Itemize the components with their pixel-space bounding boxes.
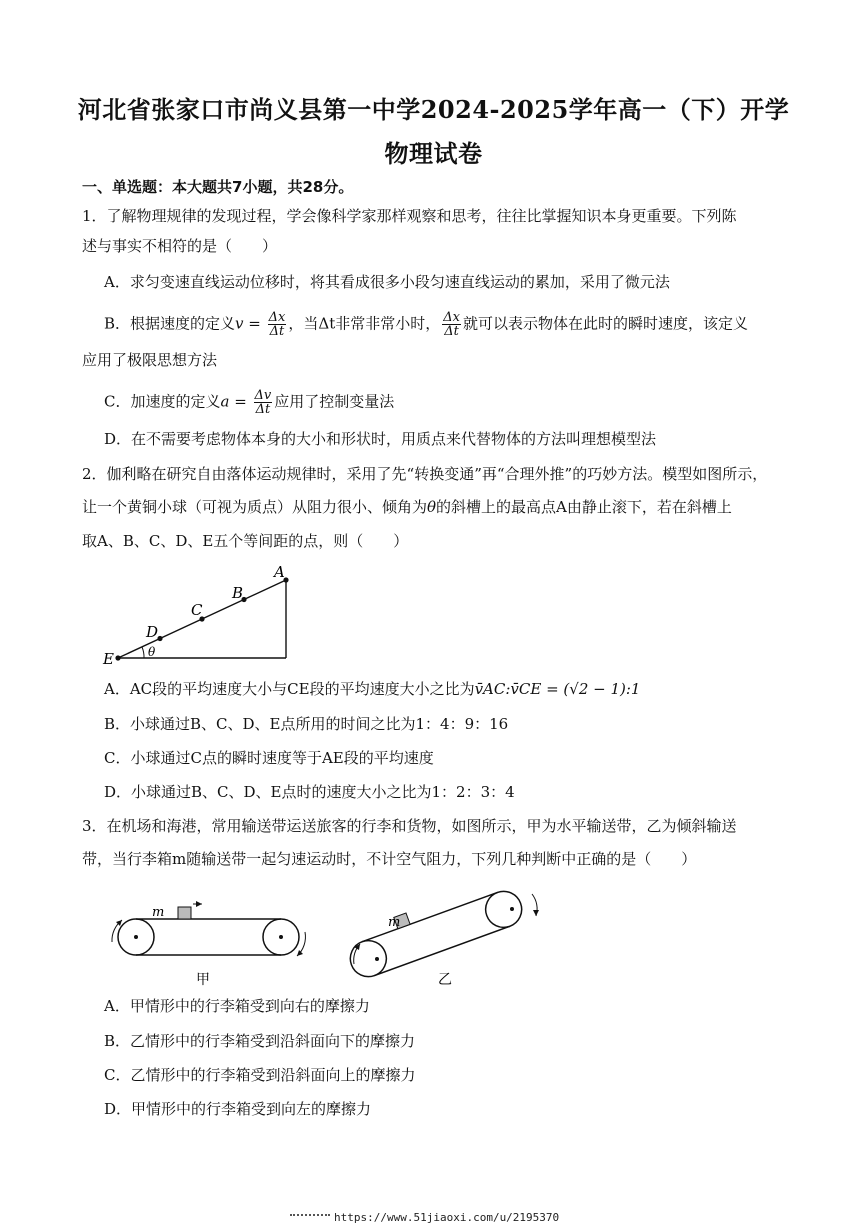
label-theta: θ <box>148 645 156 659</box>
q1-b-fraction-2 <box>442 311 461 338</box>
q2-incline-figure <box>98 560 298 670</box>
q1-option-b-continued: 应用了极限思想方法 <box>82 351 218 369</box>
label-jia: 甲 <box>196 972 210 988</box>
q2-stem-line3: 取A、B、C、D、E五个等间距的点，则（ ） <box>82 532 409 550</box>
label-yi: 乙 <box>438 972 452 988</box>
q3-conveyor-inclined <box>340 872 560 992</box>
q1-option-c-pre: C．加速度的定义 <box>104 392 221 411</box>
point-d <box>157 636 162 641</box>
q1-option-c-post: 应用了控制变量法 <box>274 392 395 411</box>
motion-arrow-head <box>196 901 202 907</box>
q3-option-c: C．乙情形中的行李箱受到沿斜面向上的摩擦力 <box>104 1066 416 1084</box>
footer-url[interactable] <box>290 1211 559 1224</box>
q1-b-frac2-den: Δt <box>444 324 459 339</box>
q1-option-b-pre: B．根据速度的定义 <box>104 314 236 333</box>
rotation-arrow-right-head <box>297 950 303 956</box>
incline-right-pulley <box>481 886 527 932</box>
q2-option-d: D．小球通过B、C、D、E点时的速度大小之比为1：2：3：4 <box>104 783 515 801</box>
incline-belt-bottom <box>374 926 509 975</box>
q1-c-frac-num: Δv <box>254 388 272 403</box>
q2-option-a-formula: v̄AC:v̄CE = (√2 − 1):1 <box>474 680 641 698</box>
q3-conveyor-horizontal <box>100 890 330 990</box>
q3-option-d: D．甲情形中的行李箱受到向左的摩擦力 <box>104 1100 372 1118</box>
q1-option-a: A．求匀变速直线运动位移时，将其看成很多小段匀速直线运动的累加，采用了微元法 <box>104 273 670 291</box>
incline-left-pulley <box>345 936 391 982</box>
incline-rotation-arrow-right-head <box>533 910 539 916</box>
section-heading: 一、单选题：本大题共7小题，共28分。 <box>82 178 354 196</box>
q3-option-a: A．甲情形中的行李箱受到向右的摩擦力 <box>104 997 370 1015</box>
q1-c-accel-var: a = <box>220 392 252 411</box>
incline-mass-label: m <box>388 915 401 930</box>
q1-b-velocity-var: v = <box>235 314 266 333</box>
q1-c-fraction <box>254 389 273 416</box>
luggage-box <box>178 907 191 919</box>
q3-stem-line2: 带，当行李箱m随输送带一起匀速运动时，不计空气阻力，下列几种判断中正确的是（ ） <box>82 850 697 868</box>
q1-stem-line2: 述与事实不相符的是（ ） <box>82 237 278 255</box>
label-c: C <box>191 601 203 619</box>
mass-label: m <box>152 905 165 920</box>
q1-b-frac2-num: Δx <box>443 310 460 325</box>
left-pulley-axle <box>134 935 138 939</box>
footer-watermark-mark <box>290 1214 330 1222</box>
q2-stem-line1: 2．伽利略在研究自由落体运动规律时，采用了先“转换变通”再“合理外推”的巧妙方法。模型如图所示， <box>82 465 768 483</box>
label-d: D <box>146 623 159 641</box>
incline-belt-top <box>362 892 497 941</box>
q2-option-c: C．小球通过C点的瞬时速度等于AE段的平均速度 <box>104 749 434 767</box>
label-e: E <box>103 650 114 668</box>
q1-option-b <box>104 311 748 338</box>
q2-theta: θ <box>427 498 437 516</box>
q1-option-d: D．在不需要考虑物体本身的大小和形状时，用质点来代替物体的方法叫理想模型法 <box>104 430 657 448</box>
label-b: B <box>232 584 244 602</box>
q1-stem-line1: 1．了解物理规律的发现过程，学会像科学家那样观察和思考，往往比掌握知识本身更重要。下列陈 <box>82 207 737 225</box>
incline-left-axle <box>375 957 379 961</box>
angle-arc <box>142 647 144 658</box>
q1-c-frac-den: Δt <box>255 402 271 417</box>
q2-option-a <box>104 679 640 699</box>
q1-b-fraction-1 <box>268 311 287 338</box>
q1-option-b-mid: ，当Δt非常非常小时， <box>288 314 441 333</box>
exam-title-line1: 河北省张家口市尚义县第一中学2024-2025学年高一（下）开学 <box>77 95 790 124</box>
q1-option-b-post: 就可以表示物体在此时的瞬时速度，该定义 <box>462 314 748 333</box>
q3-option-b: B．乙情形中的行李箱受到沿斜面向下的摩擦力 <box>104 1032 416 1050</box>
q2-stem-line2-post: 的斜槽上的最高点A由静止滚下，若在斜槽上 <box>436 498 732 516</box>
q3-stem-line1: 3．在机场和海港，常用输送带运送旅客的行李和货物，如图所示，甲为水平输送带，乙为倾斜输送 <box>82 817 737 835</box>
q2-stem-line2-pre: 让一个黄铜小球（可视为质点）从阻力很小、倾角为 <box>82 498 428 516</box>
exam-title-line2: 物理试卷 <box>384 139 483 168</box>
q1-b-frac1-num: Δx <box>268 310 286 325</box>
label-a: A <box>274 563 285 581</box>
q2-stem-line2 <box>82 497 732 517</box>
footer-url-text[interactable]: https://www.51jiaoxi.com/u/2195370 <box>334 1211 560 1224</box>
right-pulley-axle <box>279 935 283 939</box>
incline-right-axle <box>510 907 514 911</box>
q1-option-c <box>104 389 394 416</box>
q2-option-b: B．小球通过B、C、D、E点所用的时间之比为1：4：9：16 <box>104 715 509 733</box>
q1-b-frac1-den: Δt <box>269 324 285 339</box>
point-e <box>115 655 120 660</box>
q2-option-a-pre: A．AC段的平均速度大小与CE段的平均速度大小之比为 <box>104 680 475 698</box>
